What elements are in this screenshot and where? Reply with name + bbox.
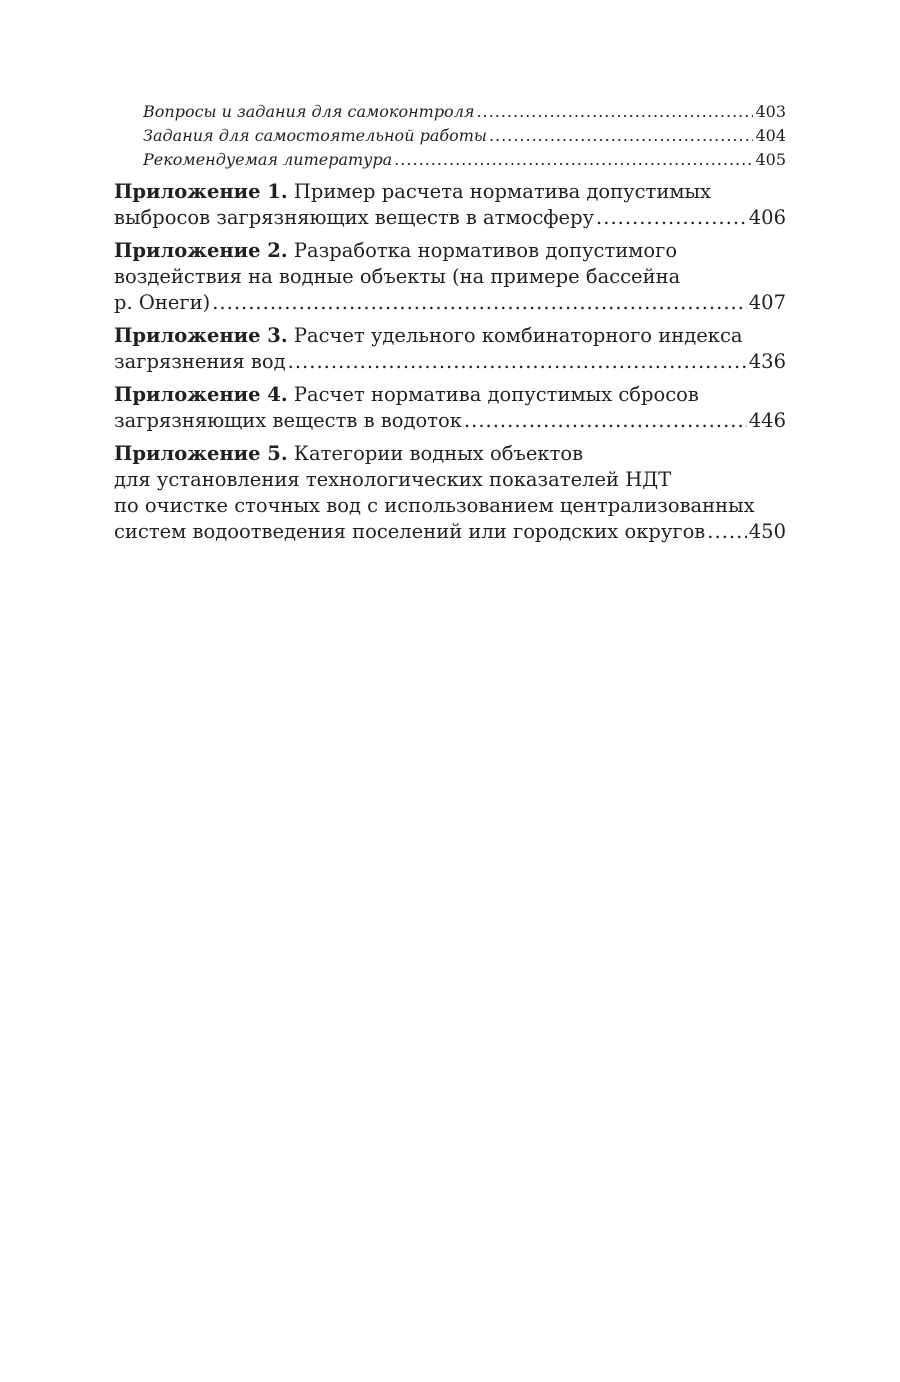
- toc-subitem-title: Вопросы и задания для самоконтроля: [143, 102, 475, 121]
- toc-line: [114, 323, 786, 349]
- toc-line: [114, 467, 786, 493]
- toc-subitem-title: Задания для самостоятельной работы: [143, 126, 487, 145]
- toc-page-number: 403: [755, 102, 786, 121]
- toc-subitem[interactable]: [143, 124, 786, 148]
- toc-line: [114, 264, 786, 290]
- toc-line: [114, 179, 786, 205]
- toc-line-last: [114, 519, 786, 545]
- toc-appendix-1[interactable]: [114, 179, 786, 231]
- appendix-title-line: Категории водных объектов: [293, 442, 584, 465]
- toc-appendix-5[interactable]: [114, 441, 786, 545]
- appendix-title-line: Пример расчета норматива допустимых: [293, 180, 712, 203]
- toc-line-last: [114, 290, 786, 316]
- appendix-title-last: загрязнения вод: [114, 350, 286, 373]
- dot-leader: [489, 124, 753, 148]
- toc-line: [114, 493, 786, 519]
- toc-page-number: 436: [748, 350, 786, 373]
- appendix-label: Приложение 5.: [114, 442, 288, 465]
- toc-page-number: 405: [755, 150, 786, 169]
- appendix-title-line: для установления технологических показателей НДТ: [114, 468, 672, 491]
- dot-leader: [476, 100, 753, 124]
- dot-leader: [212, 290, 747, 316]
- toc-appendix-4[interactable]: [114, 382, 786, 434]
- appendix-title-line: Расчет удельного комбинаторного индекса: [293, 324, 743, 347]
- toc-page-number: 407: [748, 291, 786, 314]
- toc-page-number: 404: [755, 126, 786, 145]
- appendix-title-last: р. Онеги): [114, 291, 211, 314]
- dot-leader: [596, 205, 747, 231]
- appendix-title-last: загрязняющих веществ в водоток: [114, 409, 462, 432]
- appendix-label: Приложение 1.: [114, 180, 288, 203]
- dot-leader: [707, 519, 746, 545]
- table-of-contents: [114, 100, 786, 545]
- toc-line: [114, 441, 786, 467]
- toc-page-number: 446: [748, 409, 786, 432]
- toc-line-last: [114, 349, 786, 375]
- toc-line-last: [114, 408, 786, 434]
- dot-leader: [464, 408, 747, 434]
- toc-line: [114, 238, 786, 264]
- toc-page-number: 406: [748, 206, 786, 229]
- toc-subitem[interactable]: [143, 100, 786, 124]
- toc-subitem[interactable]: [143, 148, 786, 172]
- appendix-title-line: воздействия на водные объекты (на примере бассейна: [114, 265, 681, 288]
- toc-line-last: [114, 205, 786, 231]
- toc-page-number: 450: [748, 520, 786, 543]
- appendix-label: Приложение 2.: [114, 239, 288, 262]
- toc-appendix-2[interactable]: [114, 238, 786, 316]
- dot-leader: [288, 349, 747, 375]
- appendix-title-line: Расчет норматива допустимых сбросов: [293, 383, 699, 406]
- toc-subitem-title: Рекомендуемая литература: [143, 150, 393, 169]
- appendix-title-line: по очистке сточных вод с использованием централизованных: [114, 494, 755, 517]
- toc-line: [114, 382, 786, 408]
- toc-appendix-3[interactable]: [114, 323, 786, 375]
- appendix-title-last: систем водоотведения поселений или городских округов: [114, 520, 706, 543]
- dot-leader: [394, 148, 753, 172]
- appendix-title-last: выбросов загрязняющих веществ в атмосферу: [114, 206, 595, 229]
- appendix-label: Приложение 3.: [114, 324, 288, 347]
- appendix-title-line: Разработка нормативов допустимого: [293, 239, 678, 262]
- appendix-label: Приложение 4.: [114, 383, 288, 406]
